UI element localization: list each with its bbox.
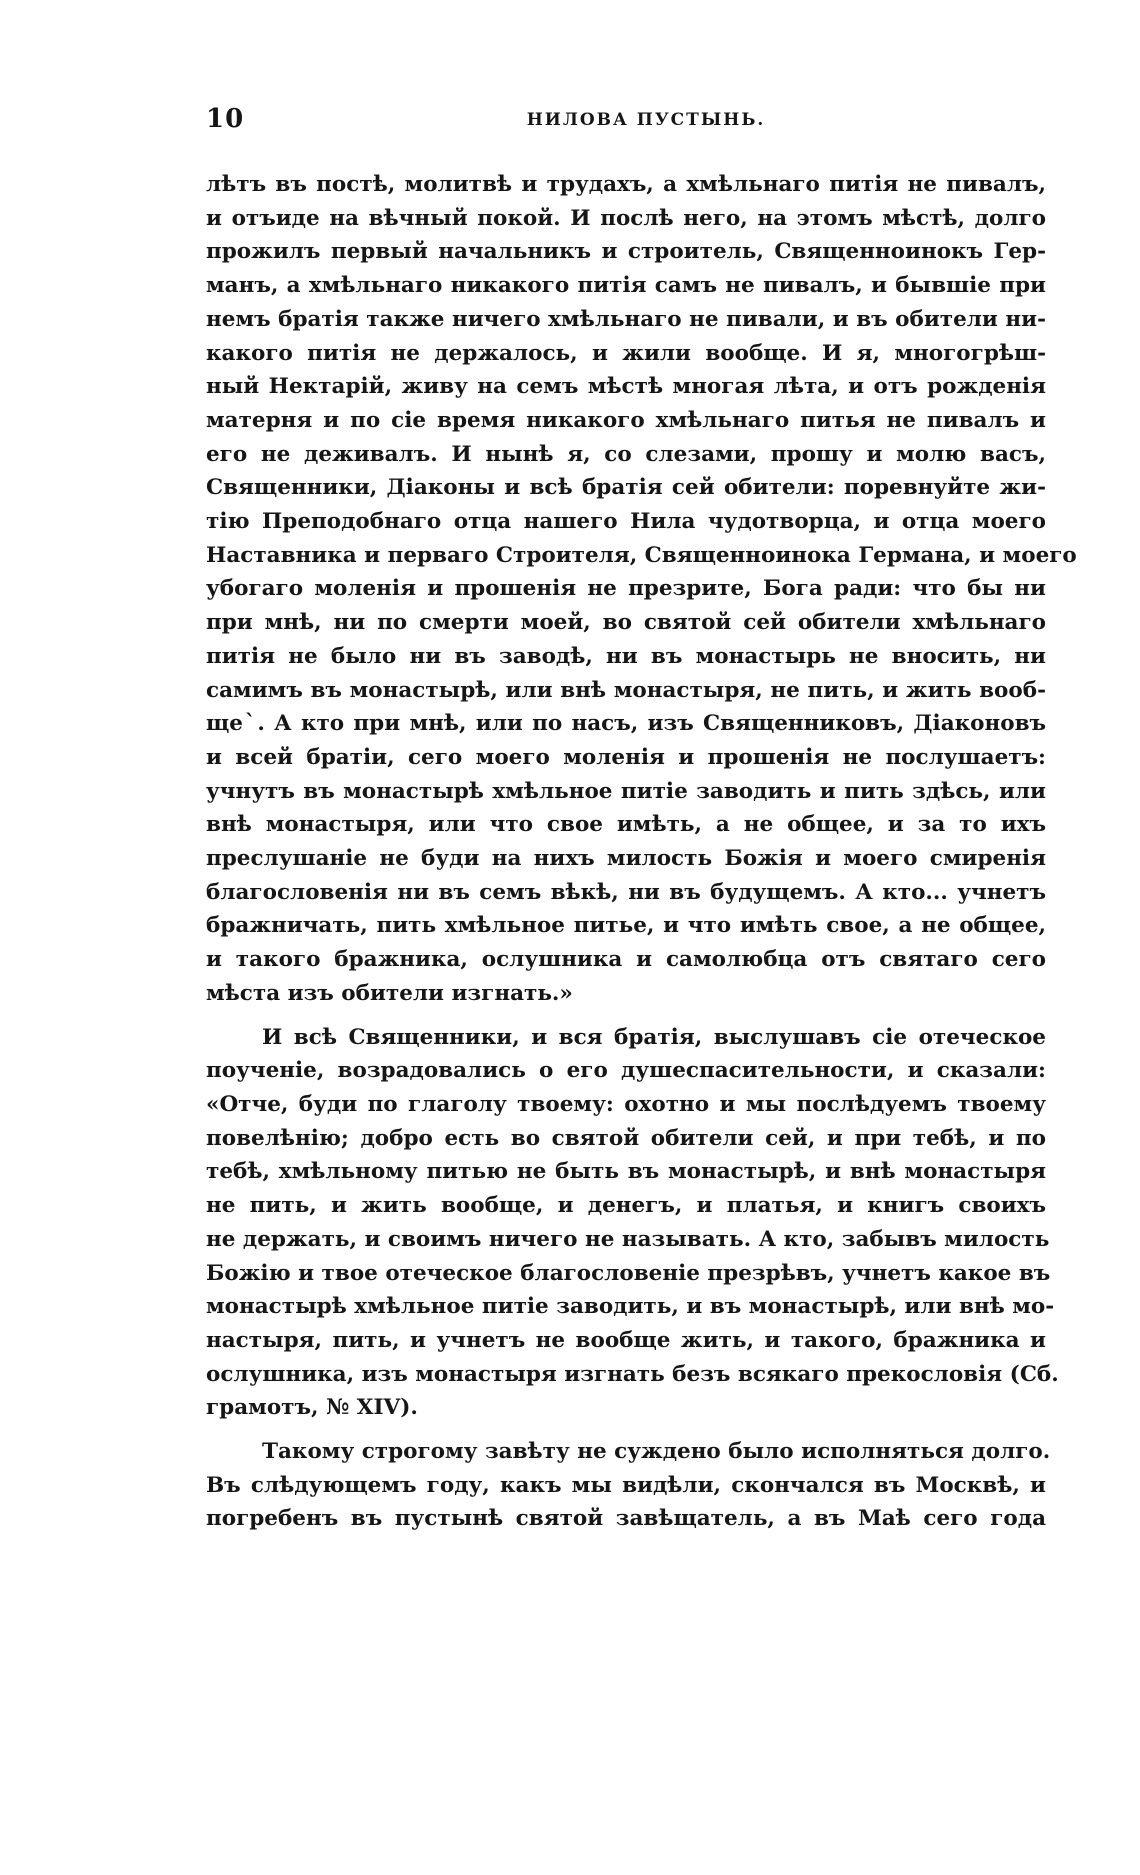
- text-line: преслушаніе не буди на нихъ милость Божія и моего смиренія: [206, 846, 1046, 872]
- text-line: немъ братія также ничего хмѣльнаго не пивали, и въ обители ни-: [206, 306, 1046, 332]
- text-line: монастырѣ хмѣльное питіе заводить, и въ монастырѣ, или внѣ мо-: [206, 1294, 1055, 1320]
- text-line: лѣтъ въ постѣ, молитвѣ и трудахъ, а хмѣльнаго питія не пивалъ,: [206, 172, 1046, 197]
- text-line: ослушника, изъ монастыря изгнать безъ всякаго прекословія (Сб.: [206, 1361, 1059, 1387]
- paragraph-gap: [206, 1011, 1046, 1021]
- text-line: И всѣ Священники, и вся братія, выслушавъ сіе отеческое: [262, 1024, 1046, 1050]
- text-line: Въ слѣдующемъ году, какъ мы видѣли, скончался въ Москвѣ, и: [206, 1472, 1046, 1498]
- text-line: какого питія не держалось, и жили вообще. И я, многогрѣш-: [206, 340, 1046, 366]
- text-line: манъ, а хмѣльнаго никакого питія самъ не пивалъ, и бывшіе при: [206, 273, 1046, 299]
- text-line: благословенія ни въ семъ вѣкѣ, ни въ будущемъ. А кто... учнетъ: [206, 879, 1046, 905]
- text-line: и такого бражника, ослушника и самолюбца отъ святаго сего: [206, 947, 1046, 973]
- running-title: НИЛОВА ПУСТЫНЬ.: [526, 110, 766, 130]
- text-line: тію Преподобнаго отца нашего Нила чудотворца, и отца моего: [206, 509, 1046, 535]
- paragraph: [206, 1021, 1059, 1425]
- text-line: не пить, и жить вообще, и денегъ, и платья, и книгъ своихъ: [206, 1193, 1046, 1219]
- text-line: Такому строгому завѣту не суждено было исполняться долго.: [262, 1439, 1051, 1465]
- text-line: Божію и твое отеческое благословеніе презрѣвъ, учнетъ какое въ: [206, 1260, 1051, 1286]
- text-line: щеˋ. А кто при мнѣ, или по насъ, изъ Священниковъ, Діаконовъ: [206, 711, 1046, 737]
- text-line: бражничать, пить хмѣльное питье, и что имѣть свое, а не общее,: [206, 913, 1046, 939]
- text-line: Священники, Діаконы и всѣ братія сей обители: поревнуйте жи-: [206, 475, 1046, 501]
- text-line: не держать, и своимъ ничего не называть. А кто, забывъ милость: [206, 1226, 1050, 1252]
- body-text: [206, 168, 1077, 1536]
- paragraph: [206, 1435, 1051, 1536]
- page-header: [206, 104, 1046, 140]
- text-line: прожилъ первый начальникъ и строитель, Священноинокъ Гер-: [206, 239, 1046, 265]
- text-line: погребенъ въ пустынѣ святой завѣщатель, а въ Маѣ сего года: [206, 1506, 1046, 1532]
- text-line: его не деживалъ. И нынѣ я, со слезами, прошу и молю васъ,: [206, 441, 1046, 467]
- text-line: Наставника и перваго Строителя, Священноинока Германа, и моего: [206, 542, 1077, 568]
- text-line: грамотъ, № XIV).: [206, 1395, 418, 1421]
- text-line: самимъ въ монастырѣ, или внѣ монастыря, не пить, и жить вооб-: [206, 677, 1046, 703]
- paragraph: [206, 168, 1077, 1011]
- text-line: «Отче, буди по глаголу твоему: охотно и мы послѣдуемъ твоему: [206, 1091, 1046, 1117]
- text-line: внѣ монастыря, или что свое имѣть, а не общее, и за то ихъ: [206, 812, 1046, 838]
- text-line: питія не было ни въ заводѣ, ни въ монастырь не вносить, ни: [206, 643, 1046, 669]
- text-line: и отъиде на вѣчный покой. И послѣ него, на этомъ мѣстѣ, долго: [206, 205, 1046, 231]
- text-line: при мнѣ, ни по смерти моей, во святой сей обители хмѣльнаго: [206, 610, 1046, 636]
- text-line: убогаго моленія и прошенія не презрите, Бога ради: что бы ни: [206, 576, 1046, 602]
- text-line: настыря, пить, и учнетъ не вообще жить, и такого, бражника и: [206, 1327, 1046, 1353]
- text-line: тебѣ, хмѣльному питью не быть въ монастырѣ, и внѣ монастыря: [206, 1159, 1046, 1185]
- text-line: матерня и по сіе время никакого хмѣльнаго питья не пивалъ и: [206, 407, 1046, 433]
- text-line: поученіе, возрадовались о его душеспасительности, и сказали:: [206, 1058, 1046, 1084]
- text-line: мѣста изъ обители изгнать.»: [206, 980, 573, 1006]
- paragraph-gap: [206, 1425, 1046, 1435]
- text-line: учнутъ въ монастырѣ хмѣльное питіе заводить и пить здѣсь, или: [206, 778, 1046, 804]
- text-line: и всей братіи, сего моего моленія и прошенія не послушаетъ:: [206, 744, 1046, 770]
- text-line: повелѣнію; добро есть во святой обители сей, и при тебѣ, и по: [206, 1125, 1046, 1151]
- page-number: 10: [206, 104, 245, 134]
- text-line: ный Нектарій, живу на семъ мѣстѣ многая лѣта, и отъ рожденія: [206, 374, 1046, 400]
